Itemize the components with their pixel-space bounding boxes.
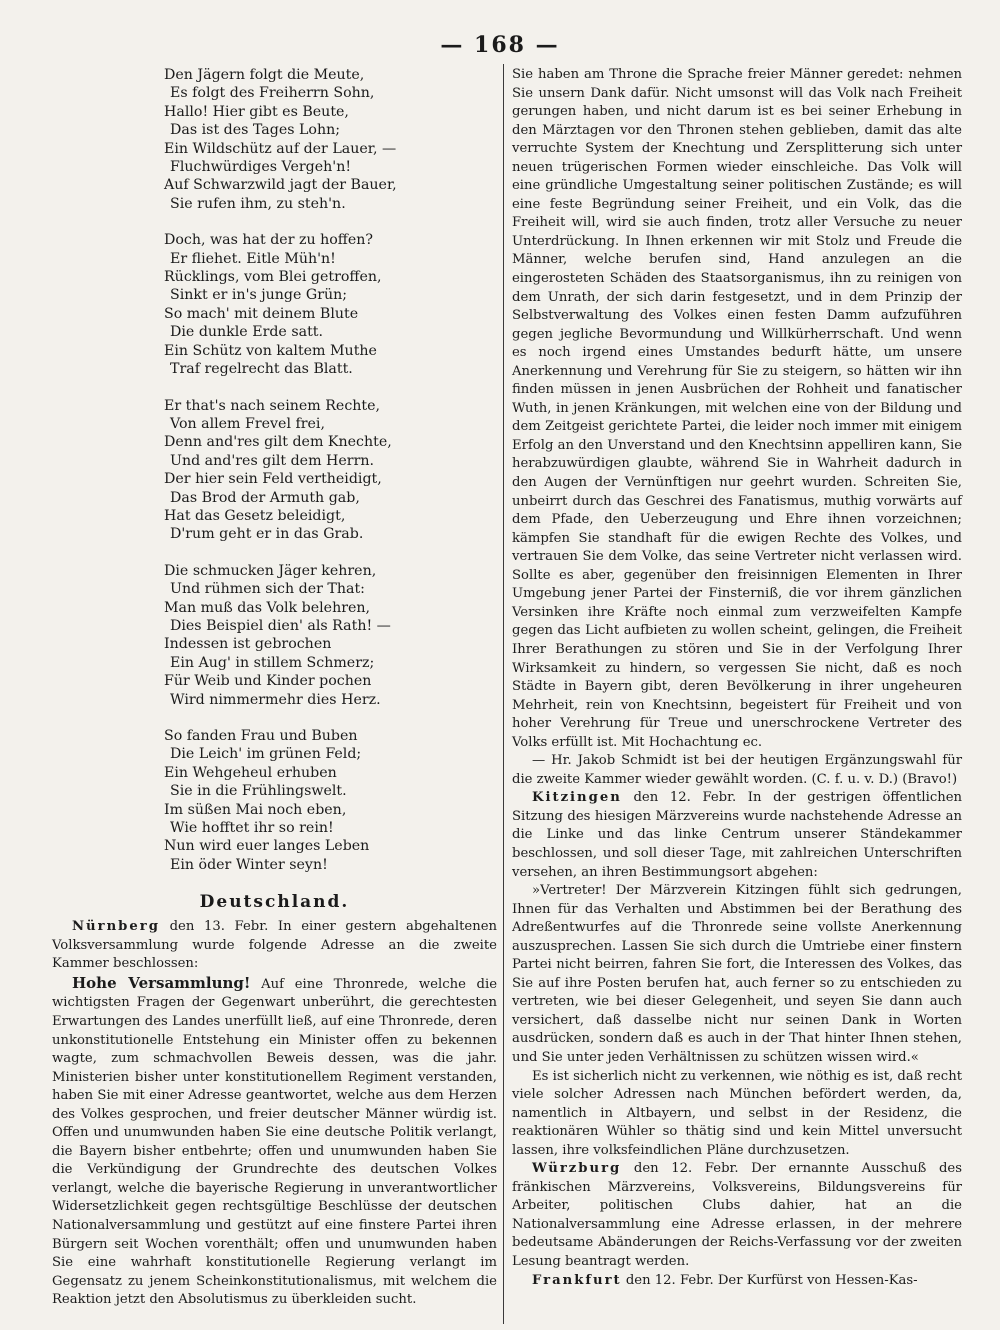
poem-line: Die Leich' im grünen Feld; [170, 746, 362, 763]
poem-line: Auf Schwarzwild jagt der Bauer, [164, 177, 397, 194]
poem-line: Ein Wehgeheul erhuben [164, 764, 337, 781]
poem-line: Er fliehet. Eitle Müh'n! [170, 250, 336, 267]
frankfurt-report: Frankfurt den 12. Febr. Der Kurfürst von Hessen-Kas- [532, 1272, 918, 1288]
column-divider [503, 64, 504, 1324]
kitzingen-comment: Es ist sicherlich nicht zu verkennen, wie nöthig es ist, daß recht viele solcher Adressen nach München befördert werden, da, namentlich in Altbayern, und selbst in der Residenz, die reaktionären Wühler so thätig sind und kein Mittel unversucht lassen, ihre volksfeindlichen Pläne durchzusetzen. [512, 1068, 962, 1158]
poem-stanza [164, 231, 497, 378]
poem-line: Von allem Frevel frei, [170, 415, 325, 432]
schmidt-notice: — Hr. Jakob Schmidt ist bei der heutigen Ergänzungswahl für die zweite Kammer wieder gewählt worden. (C. f. u. v. D.) (Bravo!) [512, 753, 962, 787]
poem-line: Sie in die Frühlingswelt. [170, 783, 347, 800]
poem-line: Fluchwürdiges Vergeh'n! [170, 159, 352, 176]
poem-line: Und rühmen sich der That: [170, 581, 365, 598]
poem-line: Doch, was hat der zu hoffen? [164, 232, 374, 249]
poem-line: Ein Wildschütz auf der Lauer, — [164, 140, 397, 157]
poem [164, 66, 497, 874]
poem-line: Den Jägern folgt die Meute, [164, 67, 365, 83]
poem-line: Die dunkle Erde satt. [170, 324, 323, 341]
poem-line: Dies Beispiel dien' als Rath! — [170, 617, 391, 634]
poem-line: Im süßen Mai noch eben, [164, 801, 347, 818]
poem-line: Indessen ist gebrochen [164, 636, 332, 653]
poem-line: So fanden Frau und Buben [164, 728, 358, 744]
dateline-place: Frankfurt [532, 1272, 622, 1288]
poem-line: Für Weib und Kinder pochen [164, 673, 372, 690]
wuerzburg-report: Würzburg den 12. Febr. Der ernannte Ausschuß des fränkischen Märzvereins, Volksvereins, Bildungsvereins für Arbeiter, politischen Clubs dahier, hat an die Nationalversammlung eine Adresse erlassen, in der mehrere bedeutsame Abänderungen der Reichs-Verfassung vor der zweiten Lesung beantragt werden. [512, 1161, 962, 1269]
poem-line: Hat das Gesetz beleidigt, [164, 507, 346, 524]
poem-line: Nun wird euer langes Leben [164, 838, 370, 855]
poem-line: Denn and'res gilt dem Knechte, [164, 434, 392, 451]
kitzingen-address: »Vertreter! Der Märzverein Kitzingen fühlt sich gedrungen, Ihnen für das Verhalten und Abstimmen bei der Berathung des Adreßentwurfes auf die Thronrede seine vollste Anerkennung auszusprechen. Lassen Sie sich durch die Umtriebe einer finstern Partei nicht beirren, fahren Sie fort, die Interessen des Volkes, das Sie auf ihre Posten berufen hat, auch ferner so zu entschieden zu vertreten, wie bei dieser Gelegenheit, und seyen Sie dann auch versichert, daß dasselbe nicht nur seinen Dank in Worten ausdrücken, sondern daß es auch in der That hinter Ihnen stehen, und Sie unter jeden Verhältnissen zu schützen wissen wird.« [512, 883, 962, 1065]
poem-line: So mach' mit deinem Blute [164, 305, 359, 322]
poem-line: Und and'res gilt dem Herrn. [170, 452, 375, 469]
section-heading: Deutschland. [199, 892, 350, 913]
poem-line: Es folgt des Freiherrn Sohn, [170, 85, 375, 102]
poem-line: Ein Schütz von kaltem Muthe [164, 342, 377, 359]
dateline-place: Würzburg [532, 1161, 622, 1177]
address-text: Hohe Versammlung! Auf eine Thronrede, welche die wichtigsten Fragen der Gegenwart unberührt, die gerechtesten Erwartungen des Landes unerfüllt ließ, auf eine Thronrede, deren unkonstitutionelle Entstehung ein Minister offen zu bekennen wagte, zum schmachvollen Beweis dessen, was die jahr. Ministerien bisher unter konstitutionellem Regiment verstanden, haben Sie mit einer Adresse geantwortet, welche aus dem Herzen des Volkes gesprochen, und freier deutscher Männer würdig ist. Offen und unumwunden haben Sie eine deutsche Politik verlangt, die Bayern bisher entbehrte; offen und unumwunden haben Sie die Verkündigung der Grundrechte des deutschen Volkes verlangt, welche die bayerische Regierung in unverantwortlicher Widersetzlichkeit gegen rechtsgültige Beschlüsse der deutschen Nationalversammlung und gestützt auf eine finstere Partei ihren Bürgern seit Wochen vorenthält; offen und unumwunden haben Sie eine wahrhaft konstitutionelle Regierung verlangt im Gegensatz zu jenem Scheinkonstitutionalismus, mit welchem die Reaktion jetzt den Absolutismus zu überkleiden sucht. [52, 973, 498, 1308]
poem-line: Ein öder Winter seyn! [170, 856, 328, 873]
poem-line: Er that's nach seinem Rechte, [164, 397, 381, 414]
poem-line: Sinkt er in's junge Grün; [170, 287, 348, 304]
poem-line: Das Brod der Armuth gab, [170, 489, 360, 506]
address-continuation: Sie haben am Throne die Sprache freier Männer geredet: nehmen Sie unsern Dank dafür. Nicht umsonst will das Volk nach Freiheit gerungen haben, und nicht darum ist es bei seiner Erhebung in den Märztagen vor den Thronen stehen geblieben, damit das alte verruchte System der Knechtung und Zersplitterung sich unter neuen trügerischen Formen wieder einschleiche. Das Volk will eine gründliche Umgestaltung seiner politischen Zustände; es will eine feste Begründung seiner Freiheit, und ein Volk, das die Freiheit will, wird sie auch finden, trotz aller Versuche zu neuer Unterdrückung. In Ihnen erkennen wir mit Stolz und Freude die Männer, welche berufen sind, Hand anzulegen an die eingerosteten Schäden des Staatsorganismus, ihn zu reinigen von dem Unrath, der sich darin festgesetzt, und in dem Prinzip der Selbstverwaltung des Volkes einen festen Damm aufzuführen gegen jegliche Bevormundung und Willkürherrschaft. Und wenn es noch irgend eines Umstandes bedurft hätte, um unsere Anerkennung und Verehrung für Sie zu steigern, so hätten wir ihn finden müssen in jenen Ausbrüchen der Rohheit und fanatischer Wuth, in jenen Kränkungen, mit welchen eine von der Bildung und dem Zeitgeist gerichtete Partei, die leider noch immer mit einigem Erfolg an den Unverstand und den Knechtsinn appelliren kann, Sie herabzuwürdigen glaubte, während Sie in Wahrheit dadurch in den Augen der Vernünftigen nur geehrt wurden. Schreiten Sie, unbeirrt durch das Geschrei des Fanatismus, muthig vorwärts auf dem Pfade, den Ueberzeugung und Ehre ihnen vorzeichnen; kämpfen Sie standhaft für die ewigen Rechte des Volkes, und vertrauen Sie dem Volke, das seine Vertreter nicht verlassen wird. Sollte es aber, gegenüber den freisinnigen Elementen in Ihrer Umgebung jener Partei der Finsterniß, die vor ihrem gänzlichen Versinken ihre Kräfte noch einmal zum verzweifelten Kampfe gegen das Licht aufbieten zu wollen scheint, gelingen, die Freiheit Ihrer Berathungen zu stören und Sie in der Verfolgung Ihrer Wirksamkeit zu hindern, so vergessen Sie nicht, daß es noch Städte in Bayern gibt, deren Bevölkerung in ihrer ungeheuren Mehrheit, rein von Knechtsinn, begeistert für Freiheit und von hoher Verehrung für Treue und unerschrockene Vertreter des Volks erfüllt ist. Mit Hochachtung ec. [512, 67, 962, 750]
poem-line: Man muß das Volk belehren, [164, 599, 371, 616]
nuernberg-report: Nürnberg den 13. Febr. In einer gestern abgehaltenen Volksversammlung wurde folgende Adresse an die zweite Kammer beschlossen: [52, 919, 497, 972]
right-column [512, 66, 962, 1290]
page-number: — 168 — [440, 32, 560, 58]
poem-stanza [164, 727, 497, 874]
poem-line: Das ist des Tages Lohn; [170, 122, 341, 139]
poem-line: Wird nimmermehr dies Herz. [170, 691, 381, 708]
poem-stanza [164, 562, 497, 709]
poem-line: D'rum geht er in das Grab. [170, 526, 364, 543]
kitzingen-report: Kitzingen den 12. Febr. In der gestrigen öffentlichen Sitzung des hiesigen Märzvereins wurde nachstehende Adresse an die Linke und das linke Centrum unserer Ständekammer beschlossen, und soll dieser Tage, mit zahlreichen Unterschriften versehen, an ihren Bestimmungsort abgehen: [512, 790, 962, 880]
poem-line: Der hier sein Feld vertheidigt, [164, 471, 382, 488]
poem-line: Traf regelrecht das Blatt. [170, 361, 353, 378]
poem-line: Die schmucken Jäger kehren, [164, 562, 377, 579]
salutation: Hohe Versammlung! [72, 973, 251, 992]
left-column [52, 66, 497, 1310]
poem-line: Ein Aug' in stillem Schmerz; [170, 654, 375, 671]
poem-stanza [164, 66, 497, 213]
poem-line: Wie hofftet ihr so rein! [170, 820, 334, 837]
poem-line: Hallo! Hier gibt es Beute, [164, 103, 349, 120]
dateline-place: Nürnberg [72, 919, 160, 935]
poem-line: Sie rufen ihm, zu steh'n. [170, 195, 346, 212]
poem-line: Rücklings, vom Blei getroffen, [164, 269, 382, 286]
poem-stanza [164, 397, 497, 544]
dateline-place: Kitzingen [532, 790, 622, 806]
